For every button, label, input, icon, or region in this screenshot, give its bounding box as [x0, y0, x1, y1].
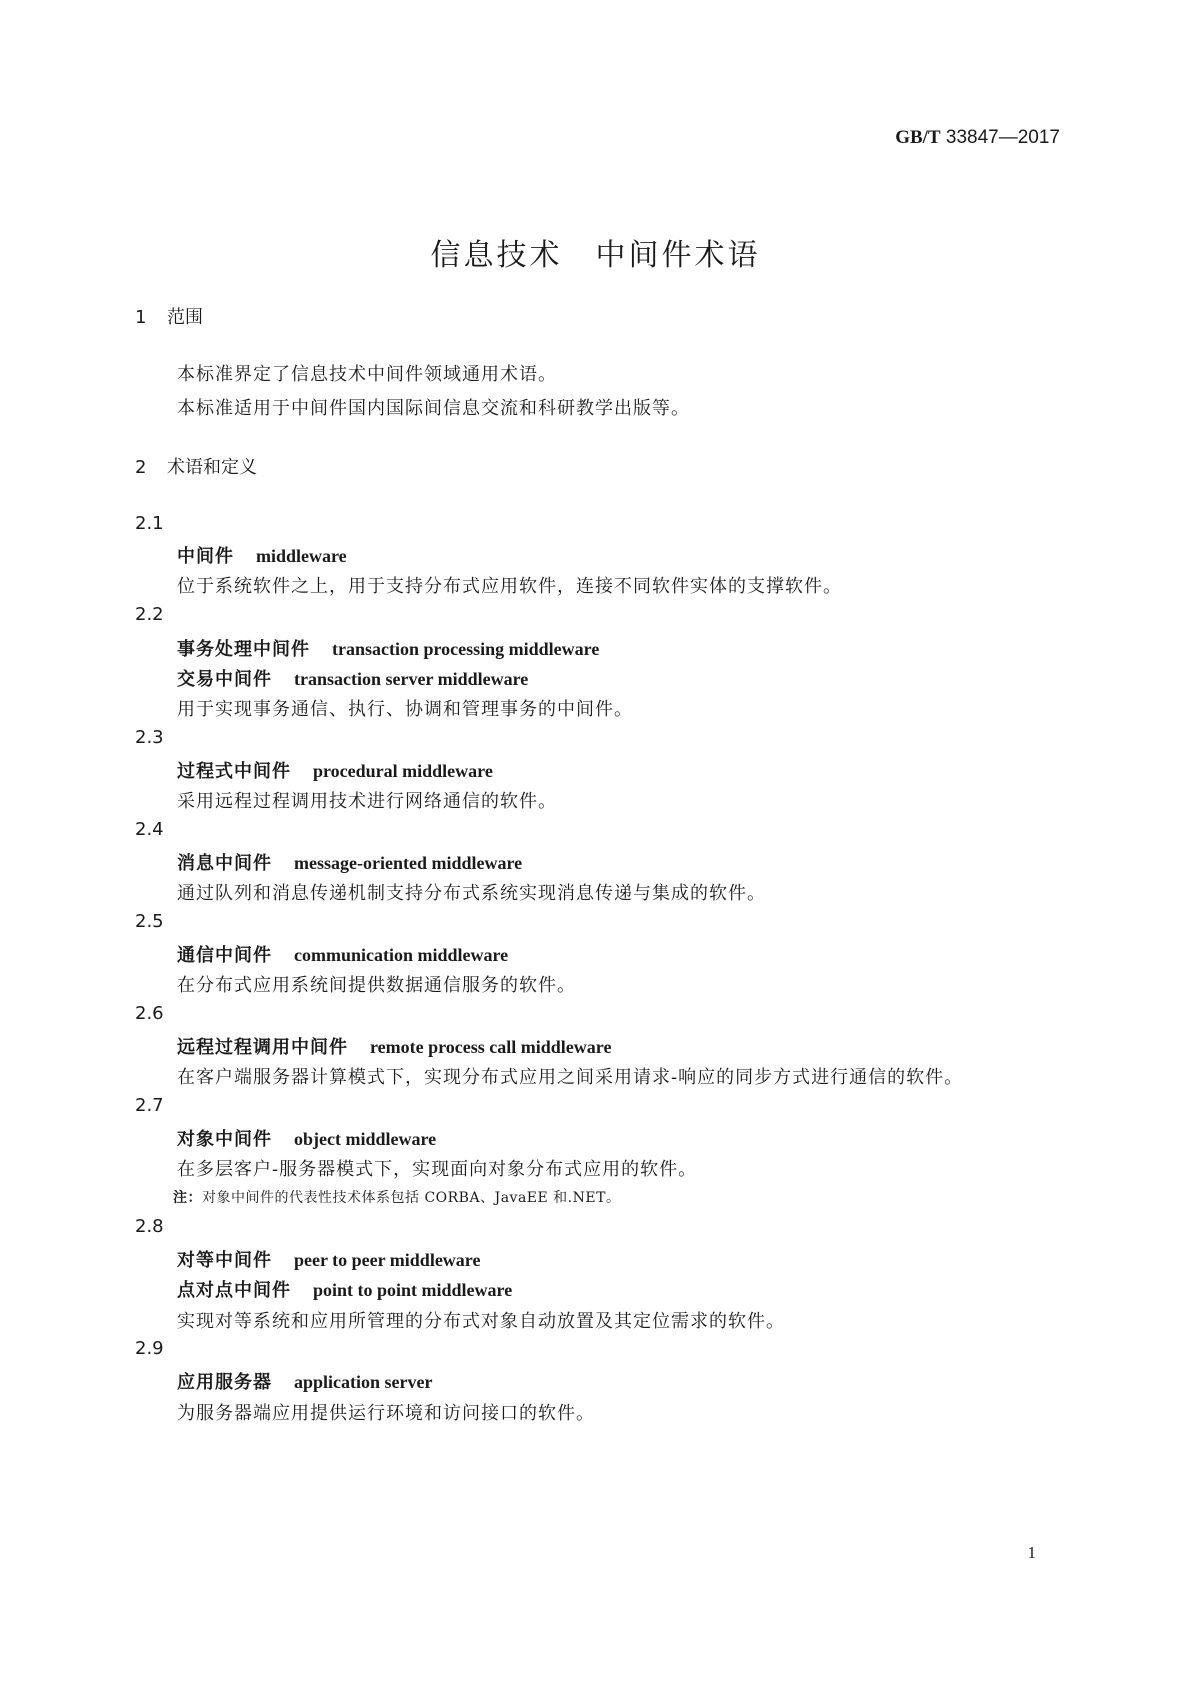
term-entry [177, 1246, 480, 1272]
term-definition: 在多层客户-服务器模式下，实现面向对象分布式应用的软件。 [177, 1159, 698, 1180]
term-definition: 通过队列和消息传递机制支持分布式系统实现消息传递与集成的软件。 [177, 883, 766, 904]
note-label: 注： [173, 1190, 202, 1206]
term-en: message-oriented middleware [294, 853, 523, 873]
term-entry [177, 849, 522, 875]
term-en: transaction processing middleware [332, 639, 600, 659]
term-zh: 交易中间件 [177, 669, 272, 690]
section-title: 范围 [167, 307, 203, 328]
term-en: point to point middleware [313, 1280, 513, 1300]
term-entry [177, 1033, 611, 1059]
term-zh: 应用服务器 [177, 1372, 272, 1393]
section-title: 术语和定义 [167, 457, 257, 478]
term-en: middleware [256, 546, 347, 566]
section-number: 2 [135, 457, 147, 478]
term-entry-synonym [177, 665, 528, 691]
term-zh: 对等中间件 [177, 1250, 272, 1271]
document-title: 信息技术 中间件术语 [430, 238, 761, 273]
term-en: transaction server middleware [294, 669, 529, 689]
note-text: 对象中间件的代表性技术体系包括 CORBA、JavaEE 和.NET。 [202, 1190, 621, 1206]
term-zh: 事务处理中间件 [177, 639, 310, 660]
term-definition: 在客户端服务器计算模式下，实现分布式应用之间采用请求-响应的同步方式进行通信的软件。 [177, 1067, 964, 1088]
term-definition: 为服务器端应用提供运行环境和访问接口的软件。 [177, 1403, 595, 1424]
term-entry-synonym [177, 1276, 512, 1302]
term-zh: 中间件 [177, 546, 234, 567]
term-number: 2.4 [135, 819, 164, 840]
term-number: 2.5 [135, 911, 164, 932]
term-en: application server [294, 1372, 433, 1392]
term-en: procedural middleware [313, 761, 493, 781]
term-zh: 消息中间件 [177, 853, 272, 874]
term-number: 2.6 [135, 1003, 164, 1024]
term-entry [177, 1125, 436, 1151]
term-definition: 在分布式应用系统间提供数据通信服务的软件。 [177, 975, 576, 996]
term-number: 2.3 [135, 727, 164, 748]
term-zh: 通信中间件 [177, 945, 272, 966]
term-entry [177, 1368, 432, 1394]
page-number: 1 [1027, 1543, 1036, 1562]
scope-paragraph: 本标准界定了信息技术中间件领域通用术语。 [177, 364, 557, 385]
term-entry [177, 635, 599, 661]
term-number: 2.1 [135, 513, 164, 534]
term-en: remote process call middleware [370, 1037, 612, 1057]
term-definition: 实现对等系统和应用所管理的分布式对象自动放置及其定位需求的软件。 [177, 1311, 785, 1332]
term-number: 2.8 [135, 1216, 164, 1237]
term-zh: 过程式中间件 [177, 761, 291, 782]
term-zh: 对象中间件 [177, 1129, 272, 1150]
term-definition: 采用远程过程调用技术进行网络通信的软件。 [177, 791, 557, 812]
term-entry [177, 941, 508, 967]
term-zh: 点对点中间件 [177, 1280, 291, 1301]
term-definition: 位于系统软件之上，用于支持分布式应用软件，连接不同软件实体的支撑软件。 [177, 576, 842, 597]
term-entry [177, 542, 347, 568]
term-en: communication middleware [294, 945, 509, 965]
standard-prefix: GB/T [895, 127, 941, 148]
section-1-heading [135, 303, 203, 329]
standard-code: 33847—2017 [945, 127, 1060, 148]
section-number: 1 [135, 307, 147, 328]
term-number: 2.7 [135, 1095, 164, 1116]
term-number: 2.2 [135, 604, 164, 625]
term-entry [177, 757, 493, 783]
scope-paragraph: 本标准适用于中间件国内国际间信息交流和科研教学出版等。 [177, 398, 690, 419]
term-number: 2.9 [135, 1338, 164, 1359]
section-2-heading [135, 453, 257, 479]
term-en: peer to peer middleware [294, 1250, 481, 1270]
term-definition: 用于实现事务通信、执行、协调和管理事务的中间件。 [177, 699, 633, 720]
term-note [173, 1187, 620, 1207]
standard-number [895, 127, 1060, 149]
term-zh: 远程过程调用中间件 [177, 1037, 348, 1058]
term-en: object middleware [294, 1129, 437, 1149]
